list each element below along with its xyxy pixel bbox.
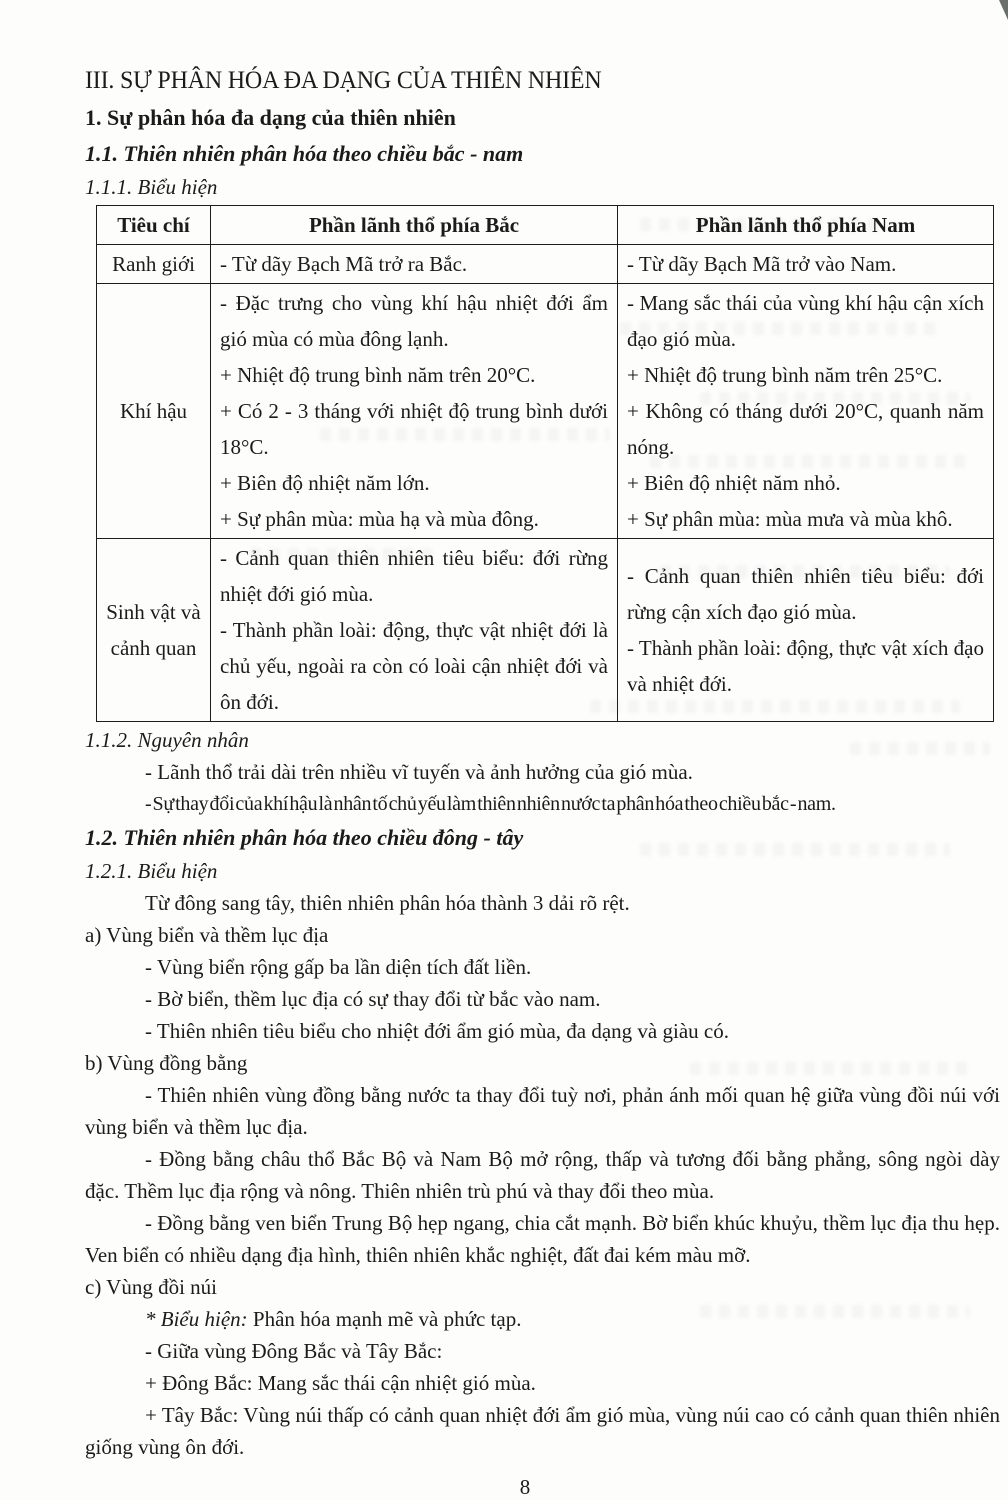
north-cell: - Đặc trưng cho vùng khí hậu nhiệt đới ẩm gió mùa có mùa đông lạnh. + Nhiệt độ trung bình năm trên 20°C. + Có 2 - 3 tháng với nhiệt độ trung bình dưới 18°C. + Biên độ nhiệt năm lớn. + Sự phân mùa: mùa hạ và mùa đông.	[211, 284, 618, 539]
zone-c-item: - Giữa vùng Đông Bắc và Tây Bắc:	[145, 1339, 443, 1363]
zone-b-title: b) Vùng đồng bằng	[85, 1051, 248, 1075]
south-cell: - Mang sắc thái của vùng khí hậu cận xích đạo gió mùa. + Nhiệt độ trung bình năm trên 25°C. + Không có tháng dưới 20°C, quanh năm nóng. + Biên độ nhiệt năm nhỏ. + Sự phân mùa: mùa mưa và mùa khô.	[618, 284, 994, 539]
zone-a-title: a) Vùng biển và thềm lục địa	[85, 923, 329, 947]
subsubsection-heading-1-2-1: 1.2.1. Biểu hiện	[85, 859, 218, 883]
criterion-cell: Ranh giới	[97, 245, 211, 284]
zone-b-item: - Thiên nhiên vùng đồng bằng nước ta thay đổi tuỳ nơi, phản ánh mối quan hệ giữa vùng đồi núi với vùng biển và thềm lục địa.	[85, 1083, 1000, 1139]
column-header-criterion: Tiêu chí	[97, 206, 211, 245]
scan-corner-mark	[999, 0, 1008, 20]
chapter-heading: III. SỰ PHÂN HÓA ĐA DẠNG CỦA THIÊN NHIÊN	[85, 67, 602, 94]
south-cell: - Cảnh quan thiên nhiên tiêu biểu: đới rừng cận xích đạo gió mùa. - Thành phần loài: động, thực vật xích đạo và nhiệt đới.	[618, 539, 994, 722]
zone-c-item: + Tây Bắc: Vùng núi thấp có cảnh quan nhiệt đới ẩm gió mùa, vùng núi cao có cảnh quan thiên nhiên giống vùng ôn đới.	[85, 1403, 1000, 1459]
zone-b-item: - Đồng bằng ven biển Trung Bộ hẹp ngang, chia cắt mạnh. Bờ biển khúc khuỷu, thềm lục địa thu hẹp. Ven biển có nhiều dạng địa hình, thiên nhiên khắc nghiệt, đất đai kém màu mỡ.	[85, 1211, 1000, 1267]
subsubsection-heading-1-1-1: 1.1.1. Biểu hiện	[85, 175, 218, 199]
section-heading-1: 1. Sự phân hóa đa dạng của thiên nhiên	[85, 105, 456, 130]
page-content	[85, 62, 1000, 1500]
expression-label: * Biểu hiện:	[145, 1307, 248, 1331]
south-cell: - Từ dãy Bạch Mã trở vào Nam.	[618, 245, 994, 284]
north-cell: - Cảnh quan thiên nhiên tiêu biểu: đới rừng nhiệt đới gió mùa. - Thành phần loài: động, thực vật nhiệt đới là chủ yếu, ngoài ra còn có loài cận nhiệt đới và ôn đới.	[211, 539, 618, 722]
page-number: 8	[519, 1475, 531, 1499]
zone-b-item: - Đồng bằng châu thổ Bắc Bộ và Nam Bộ mở rộng, thấp và tương đối bằng phẳng, sông ngòi dày đặc. Thềm lục địa rộng và nông. Thiên nhiên trù phú và thay đổi theo mùa.	[85, 1147, 1000, 1203]
criterion-cell: Khí hậu	[97, 284, 211, 539]
cause-line: - Lãnh thổ trải dài trên nhiều vĩ tuyến và ảnh hưởng của gió mùa.	[145, 760, 693, 784]
north-cell: - Từ dãy Bạch Mã trở ra Bắc.	[211, 245, 618, 284]
subsection-heading-1-1: 1.1. Thiên nhiên phân hóa theo chiều bắc - nam	[85, 141, 524, 166]
intro-line: Từ đông sang tây, thiên nhiên phân hóa thành 3 dải rõ rệt.	[145, 891, 630, 915]
zone-a-item: - Vùng biển rộng gấp ba lần diện tích đất liền.	[145, 955, 532, 979]
zone-c-item: + Đông Bắc: Mang sắc thái cận nhiệt gió mùa.	[145, 1371, 536, 1395]
table-header-row	[97, 206, 994, 245]
criterion-cell: Sinh vật và cảnh quan	[97, 539, 211, 722]
zone-a-item: - Bờ biển, thềm lục địa có sự thay đổi từ bắc vào nam.	[145, 987, 601, 1011]
subsubsection-heading-1-1-2: 1.1.2. Nguyên nhân	[85, 728, 249, 752]
column-header-north: Phần lãnh thổ phía Bắc	[211, 206, 618, 245]
zone-c-title: c) Vùng đồi núi	[85, 1275, 218, 1299]
table-row	[97, 284, 994, 539]
table-row	[97, 539, 994, 722]
subsection-heading-1-2: 1.2. Thiên nhiên phân hóa theo chiều đông - tây	[85, 825, 524, 850]
cause-line: - Sự thay đổi của khí hậu là nhân tố chủ yếu làm thiên nhiên nước ta phân hóa theo chiều bắc - nam.	[145, 793, 836, 815]
column-header-south: Phần lãnh thổ phía Nam	[618, 206, 994, 245]
zone-a-item: - Thiên nhiên tiêu biểu cho nhiệt đới ẩm gió mùa, đa dạng và giàu có.	[145, 1019, 729, 1043]
expression-text: Phân hóa mạnh mẽ và phức tạp.	[247, 1307, 522, 1331]
zone-c-expression	[85, 1303, 1000, 1335]
table-row	[97, 245, 994, 284]
north-south-comparison-table	[96, 205, 994, 722]
